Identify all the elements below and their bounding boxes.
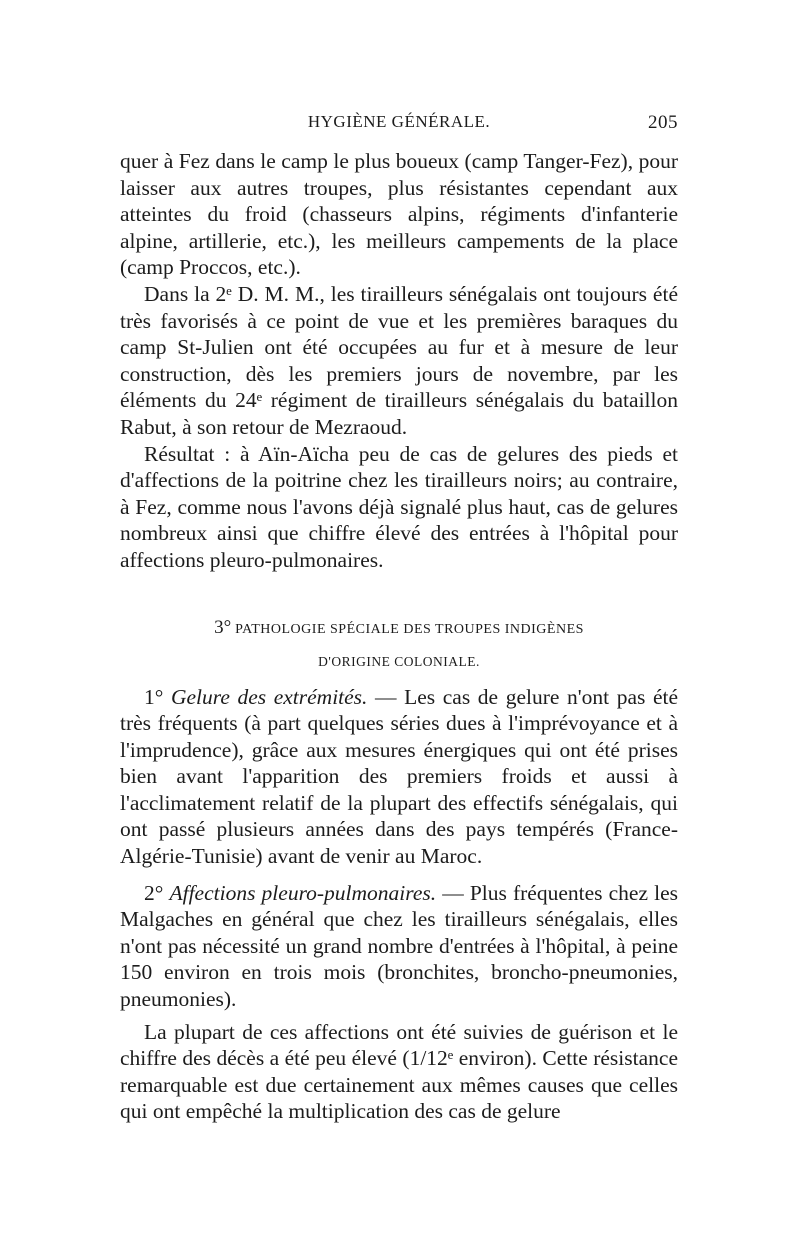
section-number: 3° [214,616,232,638]
subsection-affections [120,880,678,1013]
page-number: 205 [648,112,678,133]
subsection-number: 2° [144,880,164,905]
subsection-body: — Plus fréquentes chez les Malgaches en général que chez les tirailleurs sénégalais, elles n'ont pas nécessité un grand nombre d'entrées à l'hôpital, à peine 150 environ en trois mois (bronchites, broncho-pneumonies, pneumonies). [120,880,678,1012]
section-heading [120,612,678,678]
running-header [120,112,678,142]
paragraph-resultat: Résultat : à Aïn-Aïcha peu de cas de gelures des pieds et d'affections de la poitrine chez les tirailleurs noirs; au contraire, à Fez, comme nous l'avons déjà signalé plus haut, cas de gelures nombreux ainsi que chiffre élevé des entrées à l'hôpital pour affections pleuro-pulmonaires. [120,441,678,572]
paragraph-continuation: quer à Fez dans le camp le plus boueux (camp Tanger-Fez), pour laisser aux autres troupes, plus résistantes cependant aux atteintes du froid (chasseurs alpins, régiments d'infanterie alpine, artillerie, etc.), les meilleurs campements de la place (camp Proccos, etc.). [120,149,678,280]
paragraph-closing: La plupart de ces affections ont été suivies de guérison et le chiffre des décès a été peu élevé (1/12ᵉ environ). Cette résistance remarquable est due certainement aux mêmes causes que celles qui ont empêché la multiplication des cas de gelure [120,1019,678,1124]
section-heading-line-1: PATHOLOGIE SPÉCIALE DES TROUPES INDIGÈNES [235,621,584,637]
book-page [120,112,678,1125]
subsection-number: 1° [144,684,164,709]
subsection-body: — Les cas de gelure n'ont pas été très fréquents (à part quelques séries dues à l'imprévoyance et à l'imprudence), grâce aux mesures énergiques qui ont été prises bien avant l'apparition des premiers froids et aussi à l'acclimatement relatif de la plupart des effectifs sénégalais, qui ont passé plusieurs années dans des pays tempérés (France-Algérie-Tunisie) avant de venir au Maroc. [120,684,678,869]
running-title: HYGIÈNE GÉNÉRALE. [307,112,491,131]
section-heading-line-2: D'ORIGINE COLONIALE. [318,653,480,669]
subsection-gelure [120,684,678,870]
paragraph-2e-dmm: Dans la 2ᵉ D. M. M., les tirailleurs sénégalais ont toujours été très favorisés à ce point de vue et les premières baraques du camp St-Julien ont été occupées au fur et à mesure de leur construction, dès les premiers jours de novembre, par les éléments du 24ᵉ régiment de tirailleurs sénégalais du bataillon Rabut, à son retour de Mezraoud. [120,281,678,439]
subsection-title: Gelure des extrémités. [170,684,368,709]
subsection-title: Affections pleuro-pulmonaires. [169,880,437,905]
